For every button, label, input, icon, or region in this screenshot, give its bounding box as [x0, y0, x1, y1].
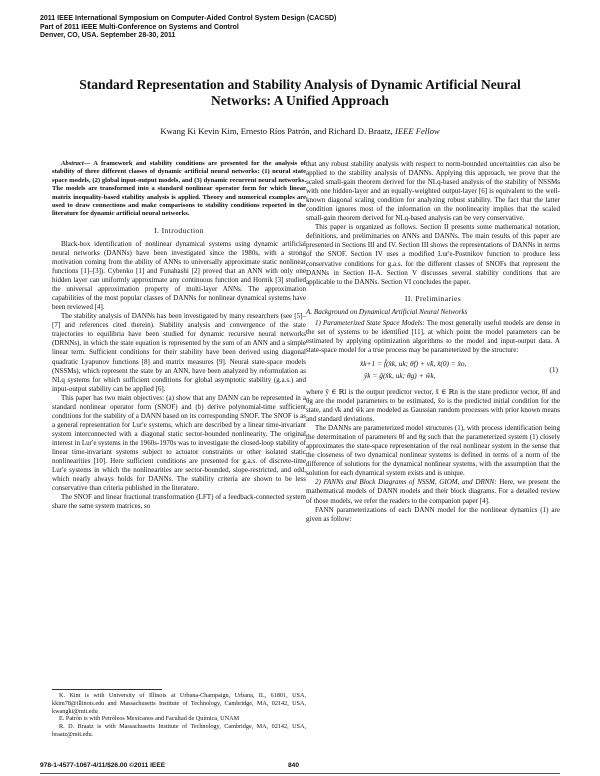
intro-paragraph-2: The stability analysis of DANNs has been investigated by many researchers (see [5]–[7] and references cited therein). Stability analysis and convergence of the state trajectories to equilibria have been studied for dynamic recursive neural networks (DRNNs), in which the state equation is represented by the sum of an ANN and a simple linear term. Sufficient conditions for their stability have been derived using diagonal quadratic Lyapunov functions [8] and matrix measures [9]. Neural state-space models (NSSMs), which represent the state by an ANN, have been analyzed by reformulation as NLq systems for which sufficient conditions for global asymptotic stability (g.a.s.) and input-output stability can be applied [6]. [52, 312, 306, 393]
paper-title: Standard Representation and Stability Analysis of Dynamic Artificial Neural Networks: A Unified Approach [79, 77, 521, 108]
footnote-kim: K. Kim is with University of Illinois at Urbana-Champaign, Urbana, IL, 61801, USA, kkim78@illinois.edu and Massachusetts Institute of Technology, Cambridge, MA, 02142, USA, kwangki@mit.edu [52, 692, 306, 715]
conference-line-3: Denver, CO, USA. September 28-30, 2011 [40, 32, 176, 39]
intro-paragraph-3: This paper has two main objectives: (a) show that any DANN can be represented in a standard nonlinear operator form (SNOF) and (b) derive polynomial-time sufficient conditions for the stability of a DANN based on its corresponding SNOF. The SNOF is as a general representation for Lur'e systems, which are described by a linear time-invariant system interconnected with a diagonal static sector-bounded nonlinearity. The original interest in Lur'e systems in the 1960s-1970s was to investigate the closed-loop stability of linear time-invariant systems subject to actuator constraints or other isolated static nonlinearities [10]. Here sufficient conditions are presented for g.a.s. of discrete-time Lur'e systems in which the nonlinearities are sector-bounded, slope-restricted, and odd, which nearly always holds for DANNs. The stability criteria are shown to be less conservative than criteria published in the literature. [52, 393, 306, 493]
fanns-text: Here, we present the mathematical models of DANN models and their block diagrams. For a detailed review of those models, we refer the readers to the companion paper [4]. [306, 478, 560, 505]
footnote-patron: E. Patrón is with Petróleos Mexicanos and Facultad de Química, UNAM [59, 715, 240, 723]
equation-1-state: x̂k+1 = f̂(x̂k, uk; θf) + ν̂k, x̂(0) = x̂o, [360, 358, 467, 368]
footer-page-number: 840 [288, 762, 300, 769]
fanns-title: 2) FANNs and Block Diagrams of NSSM, GIOM, and DRNN: [315, 478, 497, 487]
footnote-braatz: R. D. Braatz is with Massachusetts Institute of Technology, Cambridge, MA, 02142, USA, braatz@mit.edu. [52, 723, 306, 738]
state-space-text: The most generally useful models are dense in the set of systems to be identified [11], at which point the model parameters can be estimated by applying optimization algorithms to the model and input-output data. A state-space model for a true process may be parameterized by the structure: [306, 318, 560, 354]
author-affiliation: IEEE Fellow [394, 126, 440, 136]
equation-1 [306, 357, 560, 385]
section-heading-introduction: I. Introduction [154, 225, 204, 235]
right-paragraph-1: that any robust stability analysis with respect to norm-bounded uncertainties can also be applied to the stability analysis of DANNs. Applying this approach, we prove that the scaled small-gain theorem derived for the NLq-based analysis of the stability of NSSMs with one hidden-layer and an equally-weighted output-layer [6] is equivalent to the well-known diagonal scaling condition for analyzing robust stability. The fact that the latter condition ignores most of the information on the nonlinearity implies that the scaled small-gain theorem derived for NLq-based analysis can be very conservative. [306, 160, 560, 223]
conference-line-1: 2011 IEEE International Symposium on Computer-Aided Control System Design (CACSD) [40, 15, 337, 22]
conference-header [40, 15, 460, 41]
section-heading-preliminaries: II. Preliminaries [404, 293, 462, 303]
intro-paragraph-1: Black-box identification of nonlinear dynamical systems using dynamic artificial neural networks (DANNs) have been investigated since the 1980s, with a strong motivation coming from the ability of ANNs to universally approximate static nonlinear functions [1]–[3]). Cybenko [1] and Funahashi [2] proved that an ANN with only one hidden layer can uniformly approximate any continuous function and Hornik [3] studied the universal approximation property of multi-layer ANNs. The approximation capabilities of the most popular classes of DANNs for nonlinear dynamical systems have been reviewed [4]. [52, 239, 306, 312]
where-paragraph: where ŷ ∈ ℝl is the output predictor vector, x̂ ∈ ℝn is the state predictor vector, θf and θg are the model parameters to be estimated, x̂o is the predicted initial condition for the state, and ν̂k and ŵk are modeled as Gaussian random processes with prior known means and standard deviations. [306, 387, 560, 424]
footer-isbn: 978-1-4577-1067-4/11/$26.00 ©2011 IEEE [40, 762, 166, 769]
intro-paragraph-4: The SNOF and linear fractional transformation (LFT) of a feedback-connected system share the same system matrices, so [52, 493, 306, 511]
footer-divider [40, 773, 560, 774]
author-names: Kwang Ki Kevin Kim, Ernesto Ríos Patrón, and Richard D. Braatz, [160, 126, 393, 136]
state-space-title: 1) Parameterized State Space Models: [315, 318, 425, 327]
footnotes [52, 692, 306, 739]
state-space-paragraph [306, 319, 560, 355]
footnote-divider [52, 689, 162, 690]
final-paragraph: FANN parameterizations of each DANN model for the nonlinear dynamics (1) are given as follow: [306, 505, 560, 523]
right-column [306, 160, 560, 524]
equation-1-number: (1) [549, 364, 558, 374]
abstract-lead: Abstract— [61, 160, 91, 167]
conference-line-2: Part of 2011 IEEE Multi-Conference on Systems and Control [40, 23, 239, 31]
equation-1-output: ŷk = ĝ(x̂k, uk; θg) + ŵk, [364, 370, 436, 380]
author-line [40, 126, 560, 136]
abstract-text: A framework and stability conditions are presented for the analysis of stability of three different classes of dynamic artificial neural networks: (1) neural state space models, (2) global input-output models, and (3) dynamic recurrent neural networks. The models are transformed into a standard nonlinear operator form for which linear matrix inequality-based stability analysis is applied. Theory and numerical examples are used to draw connections and make comparisons to stability conditions reported in the literature for dynamic artificial neural networks. [52, 160, 306, 218]
right-paragraph-2: This paper is organized as follows. Section II presents some mathematical notation, definitions, and preliminaries on ANNs and DANNs. The main results of this paper are presented in Sections III and IV. Section III shows the representations of DANNs in terms of the SNOF. Section IV uses a modified Lur'e-Postnikov function to produce less conservative conditions for g.a.s. for the different classes of SNOFs that represent the DANNs in Section II-A. Section V discusses several stability conditions that are applicable to the DANNs. Section VI concludes the paper. [306, 223, 560, 286]
fanns-paragraph [306, 478, 560, 505]
dann-paragraph: The DANNs are parameterized model structures (1), with process identification being the determination of parameters θf and θg such that the parameterized system (1) closely approximates the state-space representation of the real nonlinear system in the sense that the closeness of two dynamical nonlinear systems is defined in terms of a norm of the difference of solutions for the dynamical nonlinear systems, with the assumption that the solution for each dynamical system exists and is unique. [306, 424, 560, 478]
subsection-heading-a: A. Background on Dynamical Artificial Neural Networks [306, 307, 468, 316]
abstract [52, 160, 306, 219]
left-column [52, 160, 306, 511]
